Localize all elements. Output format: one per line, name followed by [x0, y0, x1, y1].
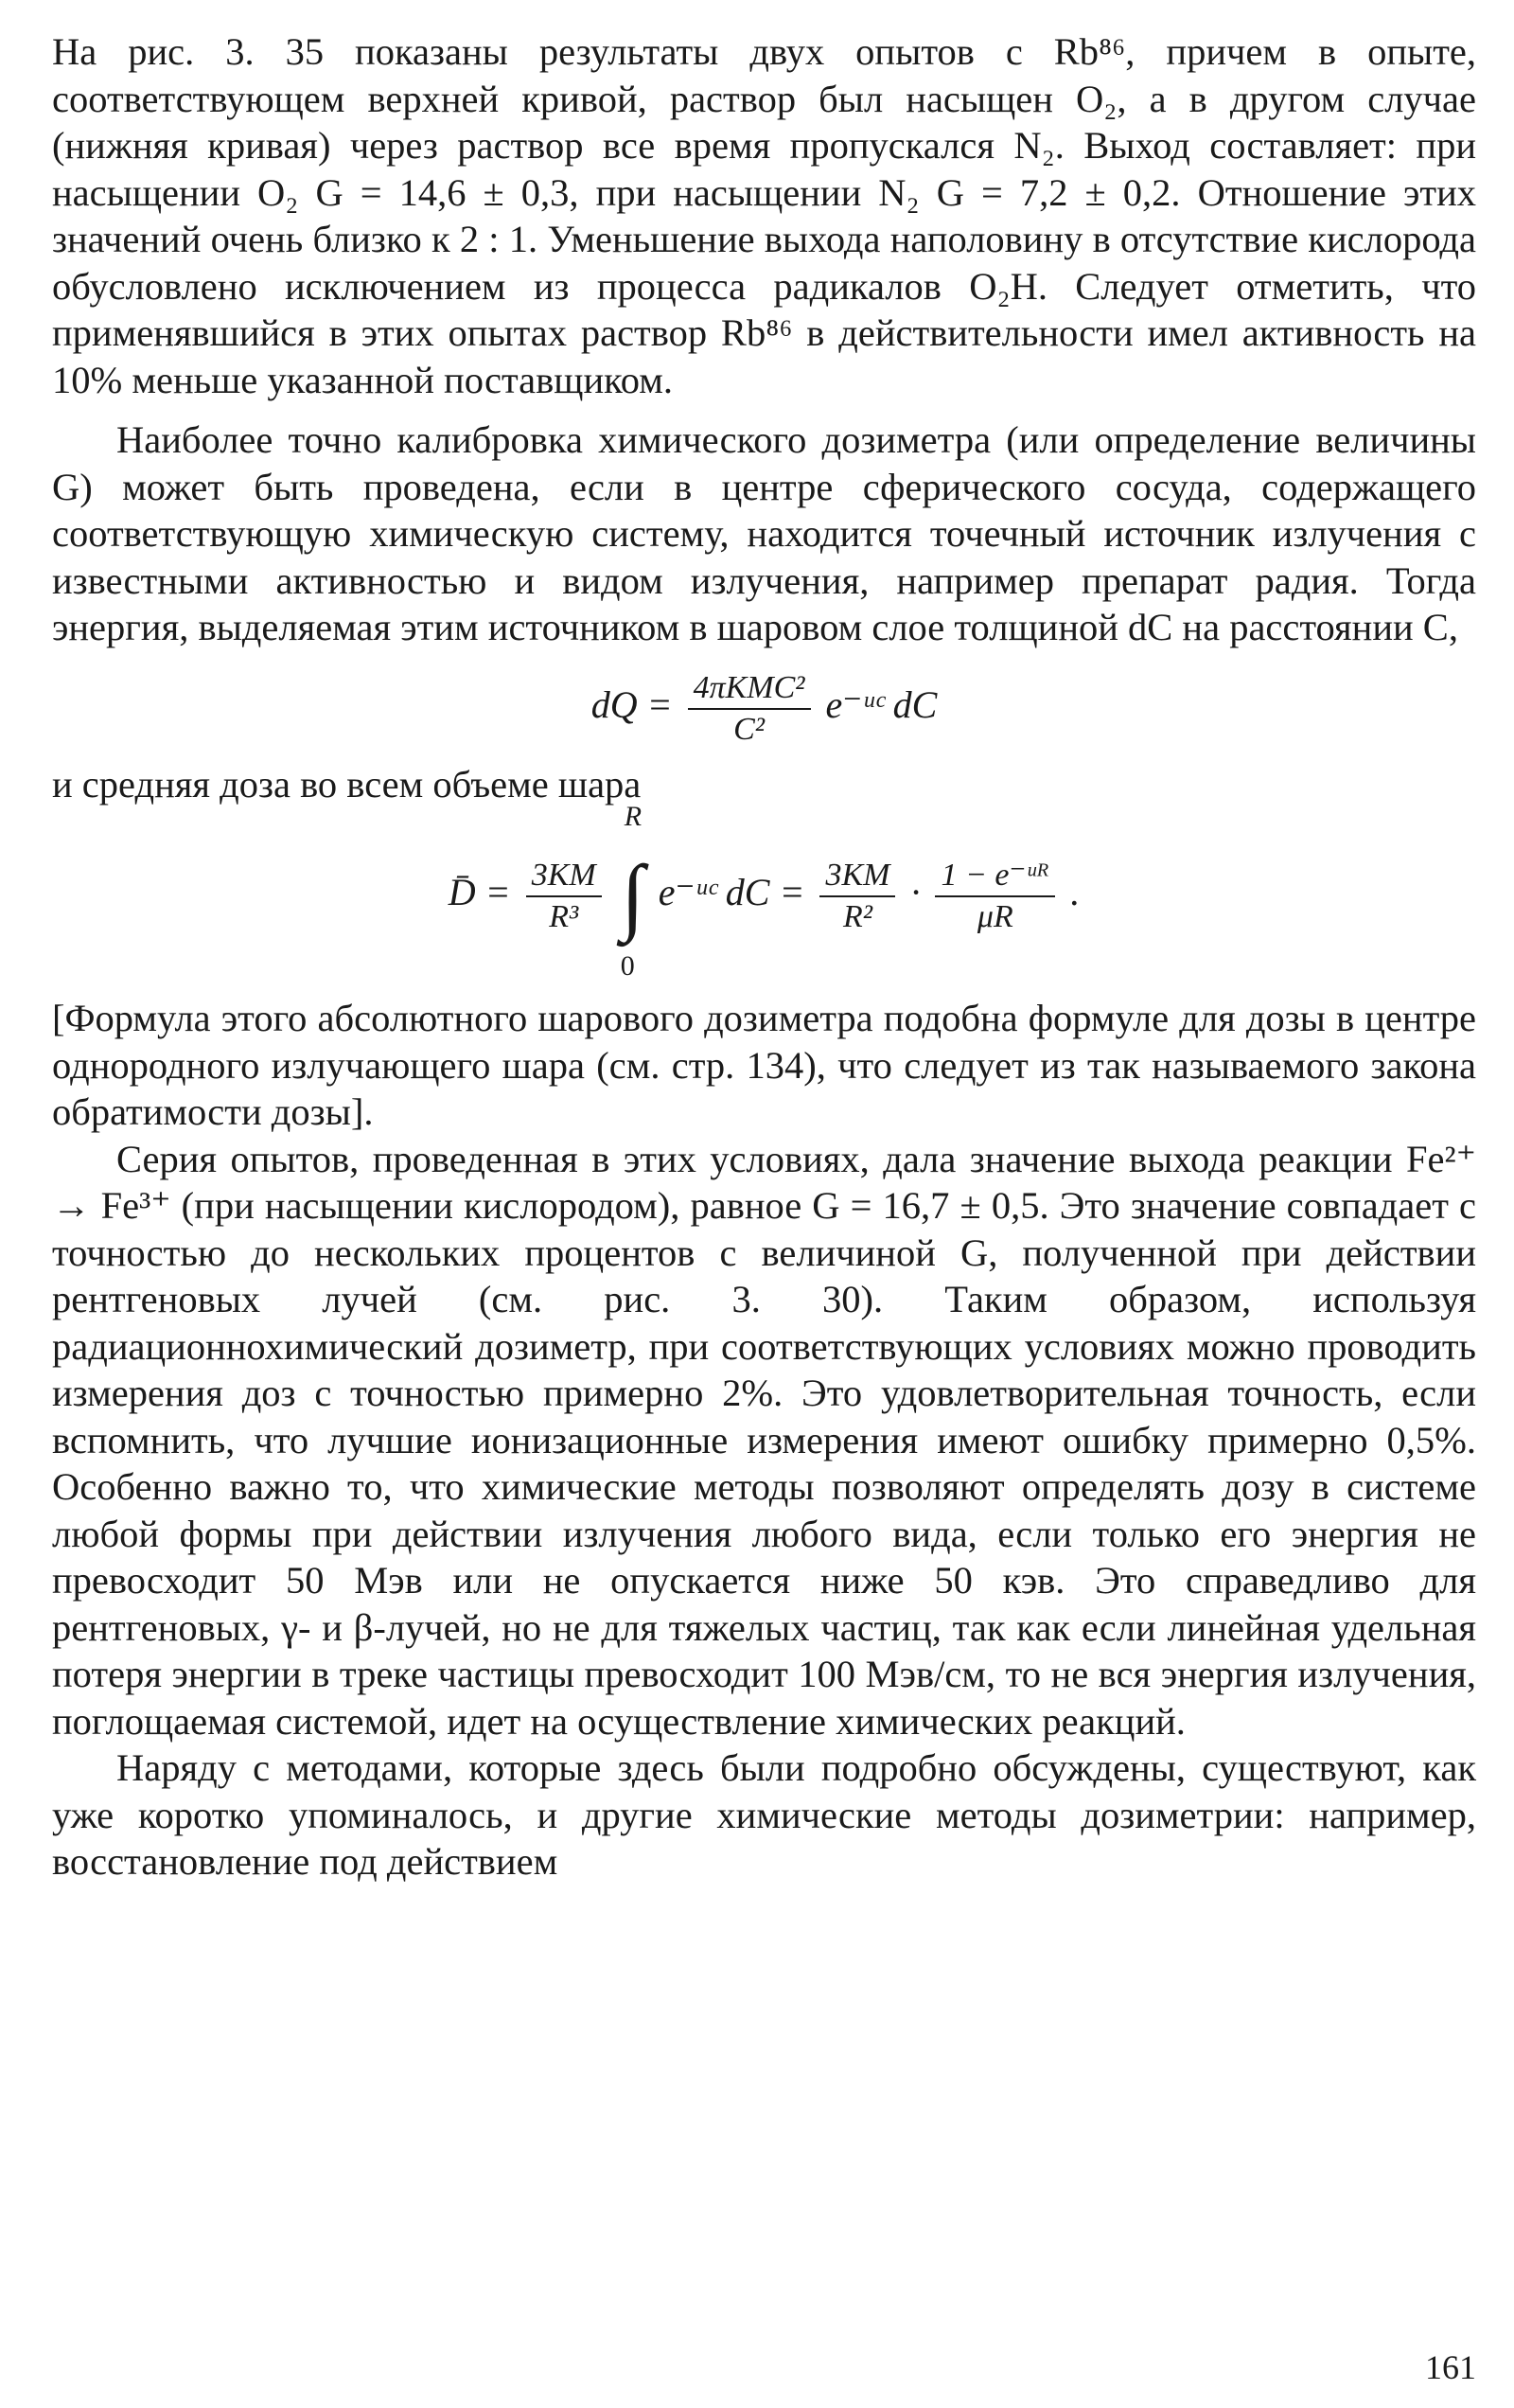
formula1-lhs: dQ =	[590, 682, 673, 726]
formula2-frac1-denominator: R³	[549, 899, 579, 934]
paragraph-iron-yield: Серия опытов, проведенная в этих условиях, дала значение выхода реакции Fe²⁺ → Fe³⁺ (при насыщении кислородом), равное G = 16,7 ± 0,5. Это значение совпадает с точностью до нескольких процентов с величиной G, полученной при действии рентгеновых лучей (см. рис. 3. 30). Таким образом, используя радиационнохимический дозиметр, при соответствующих условиях можно проводить измерения доз с точностью примерно 2%. Это удовлетворительная точность, если вспомнить, что лучшие ионизационные измерения имеют ошибку примерно 0,5%. Особенно важно то, что химические методы позволяют определять дозу в системе любой формы при действии излучения любого вида, если только его энергия не превосходит 50 Мэв или не опускается ниже 50 кэв. Это справедливо для рентгеновых, γ- и β-лучей, но не для тяжелых частиц, так как если линейная удельная потеря энергии в треке частицы превосходит 100 Мэв/см, то не вся энергия излучения, поглощаемая системой, идет на осуществление химических реакций.	[52, 1137, 1476, 1743]
formula2-lhs: D̄ =	[448, 871, 511, 914]
formula2-frac2-denominator: R²	[842, 899, 872, 934]
formula1-rhs: e⁻ᵘᶜ dC	[825, 682, 938, 726]
formula2-frac2-numerator: 3KM	[819, 859, 895, 897]
formula1-fraction	[688, 669, 811, 747]
formula2-integrand: e⁻ᵘᶜ dC =	[658, 871, 805, 914]
paragraph-calibration: Наиболее точно калибровка химического дозиметра (или определение величины G) может быть проведена, если в центре сферического сосуда, содержащего соответствующую химическую систему, находится точечный источник излучения с известными активностью и видом излучения, например препарат радия. Тогда энергия, выделяемая этим источником в шаровом слое толщиной dC на расстоянии C,	[52, 418, 1476, 648]
formula2-frac3-numerator: 1 − e⁻ᵘᴿ	[935, 859, 1055, 897]
formula2-fraction-3	[935, 859, 1055, 933]
formula-mean-dose	[52, 801, 1476, 982]
paragraph-rb86-experiments: На рис. 3. 35 показаны результаты двух опытов с Rb⁸⁶, причем в опыте, соответствующем верхней кривой, раствор был насыщен O₂, а в другом случае (нижняя кривая) через раствор все время пропускался N₂. Выход составляет: при насыщении O₂ G = 14,6 ± 0,3, при насыщении N₂ G = 7,2 ± 0,2. Отношение этих значений очень близко к 2 : 1. Уменьшение выхода наполовину в отсутствие кислорода обусловлено исключением из процесса радикалов O₂H. Следует отметить, что применявшийся в этих опытах раствор Rb⁸⁶ в действительности имел активность на 10% меньше указанной поставщиком.	[52, 30, 1476, 401]
formula-energy-dq	[52, 657, 1476, 761]
page-number: 161	[1425, 2348, 1476, 2386]
formula2-end: .	[1070, 871, 1081, 914]
formula2-dot: ·	[910, 871, 921, 914]
formula2-fraction-2	[819, 859, 895, 933]
paragraph-other-methods: Наряду с методами, которые здесь были подробно обсуждены, существуют, как уже коротко упоминалось, и другие химические методы дозиметрии: например, восстановление под действием	[52, 1746, 1476, 1883]
integral-upper-limit: R	[624, 801, 643, 832]
formula2-fraction-1	[526, 859, 602, 933]
formula2-frac3-denominator: μR	[977, 899, 1013, 934]
integral-lower-limit: 0	[620, 950, 635, 982]
formula1-numerator: 4πKMC²	[688, 672, 811, 710]
paragraph-dosimeter-note: [Формула этого абсолютного шарового дозиметра подобна формуле для дозы в центре однородного излучающего шара (см. стр. 134), что следует из так называемого закона обратимости дозы].	[52, 997, 1476, 1133]
formula1-denominator: C²	[733, 711, 765, 747]
integral-sign: ∫ R 0	[620, 801, 645, 982]
formula2-frac1-numerator: 3KM	[526, 859, 602, 897]
paragraph-mean-dose-lead: и средняя доза во всем объеме шара	[52, 762, 642, 806]
